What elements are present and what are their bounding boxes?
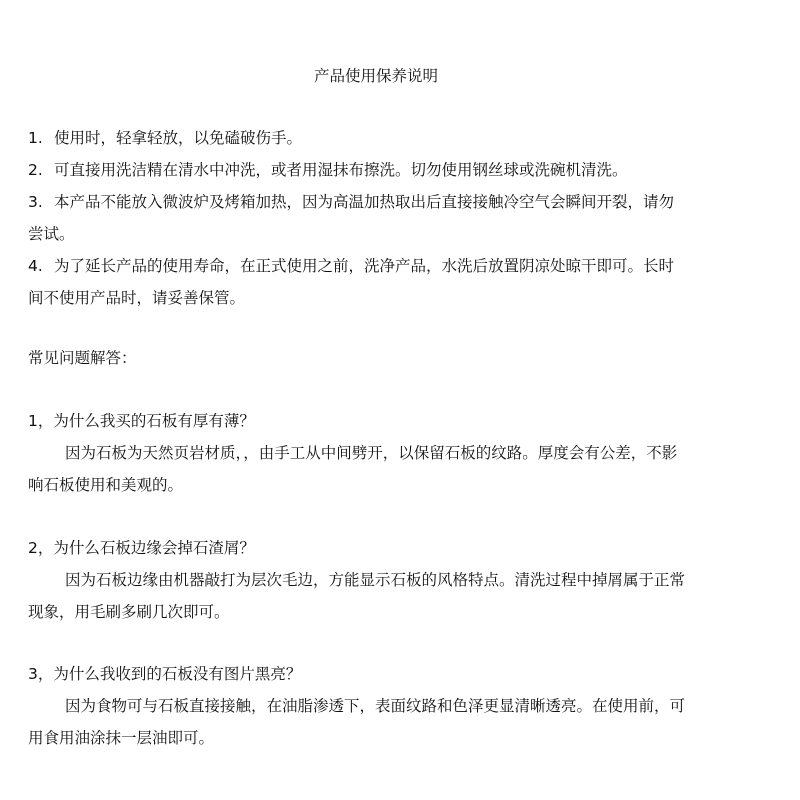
document-title: 产品使用保养说明 <box>313 67 438 85</box>
care-item-text-continued: 间不使用产品时，请妥善保管。 <box>28 289 246 307</box>
faq-question: 2，为什么石板边缘会掉石渣屑？ <box>28 539 255 557</box>
care-item-2 <box>28 154 776 186</box>
care-item-number: 4. <box>28 257 43 275</box>
faq-item-3 <box>28 658 776 754</box>
faq-answer: 因为石板为天然页岩材质，，由手工从中间劈开，以保留石板的纹路。厚度会有公差，不影 <box>65 444 678 462</box>
care-item-text: 本产品不能放入微波炉及烤箱加热，因为高温加热取出后直接接触冷空气会瞬间开裂，请勿 <box>54 193 675 211</box>
faq-answer: 因为食物可与石板直接接触，在油脂渗透下，表面纹路和色泽更显清晰透亮。在使用前，可 <box>65 697 686 715</box>
care-item-number: 1. <box>28 129 43 147</box>
care-item-4 <box>28 250 776 314</box>
faq-answer-continued: 现象，用毛刷多刷几次即可。 <box>28 603 230 621</box>
care-item-number: 2. <box>28 161 43 179</box>
faq-question: 3，为什么我收到的石板没有图片黑亮？ <box>28 665 302 683</box>
care-item-text: 可直接用洗洁精在清水中冲洗，或者用湿抹布擦洗。切勿使用钢丝球或洗碗机清洗。 <box>54 161 628 179</box>
care-item-number: 3. <box>28 193 43 211</box>
care-instructions-list <box>28 122 776 314</box>
faq-heading-block <box>28 342 776 374</box>
faq-answer-continued: 响石板使用和美观的。 <box>28 476 184 494</box>
care-item-text-continued: 尝试。 <box>28 225 75 243</box>
care-item-1 <box>28 122 776 154</box>
faq-heading: 常见问题解答： <box>28 349 137 367</box>
faq-item-2 <box>28 532 776 628</box>
care-item-text: 使用时，轻拿轻放，以免磕破伤手。 <box>54 129 303 147</box>
faq-item-1 <box>28 405 776 501</box>
faq-answer: 因为石板边缘由机器敲打为层次毛边，方能显示石板的风格特点。清洗过程中掉屑属于正常 <box>65 571 686 589</box>
care-item-3 <box>28 186 776 250</box>
faq-answer-continued: 用食用油涂抹一层油即可。 <box>28 729 215 747</box>
faq-question: 1，为什么我买的石板有厚有薄？ <box>28 412 255 430</box>
care-item-text: 为了延长产品的使用寿命，在正式使用之前，洗净产品，水洗后放置阴凉处晾干即可。长时 <box>54 257 675 275</box>
